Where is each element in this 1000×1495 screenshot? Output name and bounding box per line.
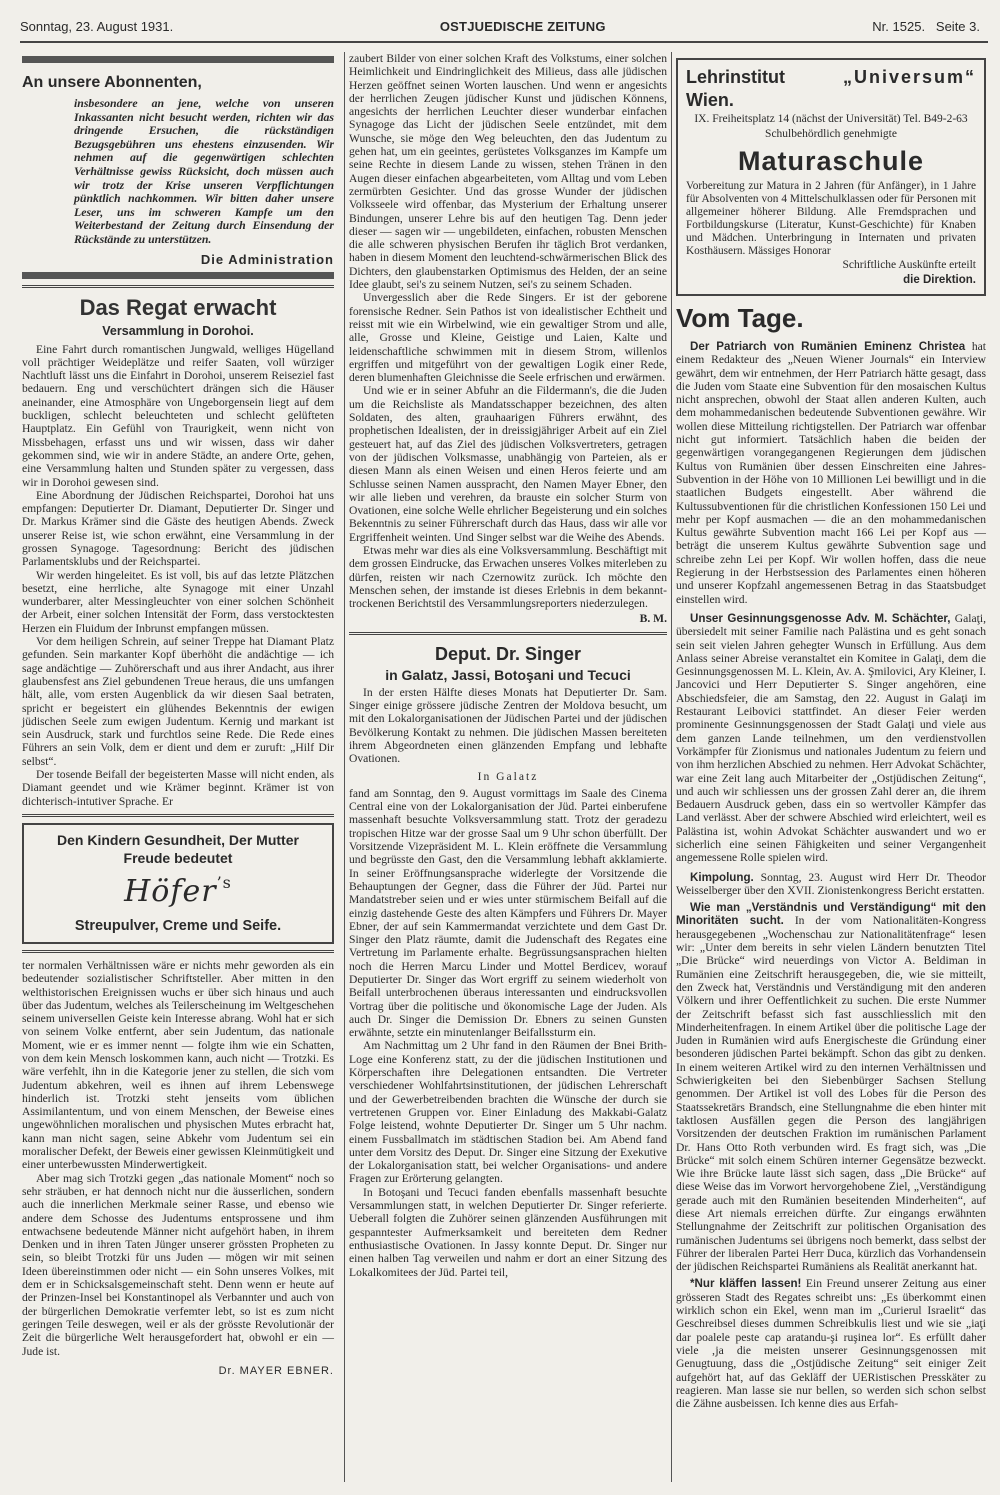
divider	[22, 285, 334, 288]
notice-body: insbesondere an jene, welche von unseren Inkassanten nicht besucht werden, richten wir das dringende Ersuchen, die rückständigen Bezugsgebühren uns ehestens einzusenden. Wir nehmen auf die gegenwärtigen schlechten Verhältnisse gewiss Rücksicht, doch müssen auch wir trotz der Krise unseren Verpflichtungen pünktlich nachkommen. Wir bitten daher unsere Leser, uns im schweren Kampfe um den Weiterbestand der Zeitung durch Einsendung der Rückstände zu unterstützen.	[74, 96, 334, 246]
news-text: In der vom Nationalitäten-Kongress herausgegebenen „Wochenschau zur Nationalitätenfrage“ lesen wir: „Unter dem bereits in sehr vielen Ländern benutzten Titel „Die Brücke“ wird neuerdings von Victor A. Beldiman in Rumänien eine Zeitschrift herausgegeben, die, wie sie mitteilt, den Zweck hat, Verständnis und Verständigung mit den anderen Völkern und ihrer Oeffentlichkeit zu suchen. Die erste Nummer der Zeitschrift befasst sich fast ausschliesslich mit den Minderheitenfragen. In einem Artikel über die politische Lage der Juden in Rumänien wird aufs Energischeste die Gründung einer besonderen jüdischen Partei bekämpft. Schon das gibt zu denken. In einem weiteren Artikel wird zu den internen Verhältnissen und Schwierigkeiten bei den Siebenbürger Sachsen Stellung genommen. Der Artikel ist voll des Lobes für die Person des Staatssekretärs Brandsch, eine Stellungnahme die eben hinter mit taktlosen Ausfällen gegen die Person des langjährigen Vorsitzenden der deutschen Fraktion im rumänischen Parlament Dr. Hans Otto Roth verbunden wird. Es fragt sich, was „Die Brücke“ mit solch einem Schüren interner Gegensätze bezweckt. Wie ihre Brücke laute lässt sich sagen, dass „Die Brücke“ auf diese Weise das im Vorwort hervorgehobene Ziel, „Verständigung gerade auch mit den Rumänien beseitenden Minderheiten“, auf diese Art niemals erreichen dürfte. Zur eingangs erwähnten Stellungnahme der Zeitschrift zur politischen Organisation des rumänischen Judentums sei übrigens noch bemerkt, dass selbst der Führer der liberalen Partei Herr Duca, kürzlich das Vorhandensein der jüdischen Reichspartei Rumäniens als Realität anerkannt hat.	[676, 914, 986, 1274]
masthead	[20, 18, 980, 36]
column-left	[22, 52, 334, 1379]
ad-title-right: Wien.	[686, 90, 734, 110]
paragraph: Eine Fahrt durch romantischen Jungwald, welliges Hügelland voll prächtiger Weideplätze und reifer Saaten, voll würziger Nachtluft lässt uns die Einfahrt in Dorohoi, unserem Reiseziel fast bedauern. Eng und verschüchtert drängen sich die Häuser aneinander, eine Atmosphäre von Ungeborgensein liegt auf dem buckligen, schlecht beleuchteten und schlecht gelüfteten Hauptplatz. Ein Gefühl von Traurigkeit, wenn nicht von Missbehagen, erfasst uns und wir wissen, dass wir daher gekommen sind, wie wir in andere Städte, an andere Orte, gehen, eine Versammlung halten und Stunden später zu vergessen, dass wir in Dorohoi gewesen sind.	[22, 342, 334, 489]
article-subtitle: in Galatz, Jassi, Botoşani und Tecuci	[385, 666, 631, 683]
masthead-issue-page	[872, 18, 980, 36]
paragraph: Aber mag sich Trotzki gegen „das nationale Moment“ noch so sehr sträuben, er hat dennoch nicht nur die äusserlichen, sondern auch die innerlichen Merkmale seiner Rasse, und ebenso wie andere dem Schosse des Judentums entsprossene und ihm entwachsene bedeutende Männer nicht aufgehört haben, in ihrem Denken und in ihren Taten Jünger unserer grössten Propheten zu sein, so bleibt Trotzki für uns Juden — mögen wir mit seinen Ideen übereinstimmen oder nicht — ein Sohn unseres Volkes, mit dem er in Schicksalsgemeinschaft steht. Denn wenn er heute auf der Prinzen-Insel bei Konstantinopel als Verbannter und auch von der bürgerlichen Demokratie verfemter lebt, so ist es zum nicht geringen Teile deswegen, weil er als der grösste Revolutionär der Zeit die bürgerliche Welt herausgefordert hat, obwohl er ein — Jude ist.	[22, 1171, 334, 1358]
news-lead: Unser Gesinnungsgenosse Adv. M. Schächter,	[690, 611, 951, 625]
ad-approved: Schulbehördlich genehmigte	[765, 128, 897, 140]
paragraph: Etwas mehr war dies als eine Volksversammlung. Beschäftigt mit dem grossen Eindrucke, das Erwachen unseres Volkes miterleben zu dürfen, reisten wir nach Czernowitz zurück. Ich möchte den Menschen sehen, der imstande ist dieses Erlebnis in dem bekannt-trockenen Berichtstil des Versammlungsreporters niederzulegen.	[349, 543, 667, 611]
paragraph: fand am Sonntag, den 9. August vormittags im Saale des Cinema Central eine von der Lokalorganisation der Jüd. Partei einberufene massenhaft besuchte Volksversammlung statt. Trotz der geradezu tropischen Hitze war der grosse Saal um 9 Uhr schon überfüllt. Der Vorsitzende Vizepräsident M. L. Klein eröffnete die Versammlung und begrüsste den Gast, den die Versammlung lebhaft akklamierte. In seiner Eröffnungsansprache widerlegte der Vorsitzende die Behauptungen der Gegner, dass die Führer der Jüd. Partei nur Mandatstreber seien und er wies unter stürmischem Beifall auf die einzig dastehende Geste des alten Kämpfers und Führers Dr. Mayer Ebner, der auf sein Kammermandat verzichtete und dem Gast Dr. Singer den Platz räumte, damit die Judenschaft des Regates eine Vertretung im Parlamente erhalte. Begrüssungsansprachen hielten noch die Herren Marcu Linder und Mottel Berdicev, worauf Deputierter Dr. Singer das Wort ergriff zu seinem wiederholt von Beifall unterbrochenen überaus interessanten und eindrucksvollen Vortrag über die politische und ökonomische Lage der Juden. Als auch Dr. Singer die Demission Dr. Ebners zu seinen Gunsten erwähnte, setzte ein minutenlanger Beifallssturm ein.	[349, 786, 667, 1040]
signature: B. M.	[639, 612, 667, 626]
divider	[22, 814, 334, 817]
ad-title	[686, 66, 976, 112]
author: Dr. MAYER EBNER.	[218, 1364, 334, 1377]
divider	[22, 272, 334, 279]
hoefer-advertisement	[22, 823, 334, 944]
ad-title-left: Lehrinstitut	[686, 67, 785, 87]
news-lead: Wie man „Verständnis und Verständigung“ mit den Minoritäten sucht.	[676, 901, 986, 928]
ad-address: IX. Freiheitsplatz 14 (nächst der Universität) Tel. B49-2-63	[694, 113, 968, 125]
ad-products: Streupulver, Creme und Seife.	[74, 917, 282, 934]
column-middle	[344, 52, 672, 1482]
logo-text: Höfer	[124, 873, 217, 909]
section-title: Vom Tage.	[676, 303, 804, 333]
hoefer-logo	[32, 873, 324, 911]
paragraph: Und wie er in seiner Abfuhr an die Fildermann's, die die Juden um die Reichsliste als Mandatsschapper bezeichnen, des alten Soldaten, des alten, grauhaarigen Führers erwähnt, des prophetischen Idealisten, der in dreissigjähriger Arbeit auf ein Ziel gesteuert hat, auf das Ziel des jüdischen Volksvertreters, getragen von der jüdischen Volksmasse, unabhängig von Parteien, als er diesen Mann als einen Weisen und einen Heros feierte und am Schlusse seinen Namen ausspracht, den Namen Mayer Ebner, den wir alle lieben und verehren, da brauste ein solcher Sturm von Ovationen, eine solche Welle ehrlicher Begeisterung und ein solches Bekenntnis zu seiner Führerschaft durch das Haus, dass wir alle vor Ergriffenheit weinten. Und Singer selbst war die Weihe des Abends.	[349, 384, 667, 544]
divider	[349, 632, 667, 635]
masthead-rule	[20, 41, 988, 43]
paragraph: Unvergesslich aber die Rede Singers. Er ist der geborene forensische Redner. Sein Pathos ist von idealistischer Echtheit und reisst mit wie ein Wirbelwind, wie ein gewaltiger Strom und alle, alle, Grosse und Kleine, Geistige und Laien, Kalte und leidenschaftliche schwimmen mit in diesem Strom, willenlos ergriffen und mitgeführt von der gewaltigen Logik einer Rede, deren blumenhaften Gleichnisse die Seele erfrischen und erwärmen.	[349, 291, 667, 385]
paragraph: In Botoşani und Tecuci fanden ebenfalls massenhaft besuchte Versammlungen statt, in welchen Deputierter Dr. Singer referierte. Ueberall folgten die Zuhörer seinen glänzenden Ausführungen mit gespanntester Aufmerksamkeit und bereiteten dem Redner enthusiastische Ovationen. In Jassy konnte Deput. Dr. Singer nur einen halben Tag verweilen und nahm er dort an einer Sitzung des Lokalkomitees der Jüd. Partei teil,	[349, 1185, 667, 1279]
news-item	[676, 901, 986, 1273]
news-item	[676, 340, 986, 606]
news-lead: *Nur kläffen lassen!	[690, 1277, 802, 1291]
notice-signature: Die Administration	[200, 251, 334, 267]
news-lead: Der Patriarch von Rumänien Eminenz Christea	[690, 340, 966, 353]
page-number: Seite 3.	[935, 19, 980, 34]
notice-title: An unsere Abonnenten,	[22, 74, 202, 91]
masthead-date: Sonntag, 23. August 1931.	[20, 19, 174, 34]
column-right	[676, 52, 986, 1410]
news-text: hat einem Redakteur des „Neuen Wiener Journals“ ein Interview gewährt, dem wir entnehmen, der Herr Patriarch hätte gesagt, dass die Juden vom Staate eine Subvention für den mosaischen Kultus nicht ansprechen, obwohl der Staat allen anderen Kulten, auch dem mohammedanischen bedeutende Subventionen gewähre. Wir wollen diese Mitteilung richtigstellen. Der Patriarch war offenbar nicht gut informiert. Tatsächlich haben die beiden der gegenwärtigen vorangegangenen Regierungen dem jüdischen Kultus von Rumänien über dessen Einschreiten eine Jahres-Subvention in der Höhe von 10 Millionen Lei bewilligt und in die staatlichen Budgets eingestellt. Aber während die Kultussubventionen für die christlichen Konfessionen 150 Lei und mehr per Kopf ausmachen — die an den mohammedanischen Kultus gewährte Subvention macht 166 Lei per Kopf aus — beträgt die unserem Kultus gewährte Subvention sage und schreibe zehn Lei per Kopf. Wir wollen hoffen, dass die neue Regierung in der Herbstsession des Parlamentes einen höheren und unserer Kopfzahl angemessenen Betrag in das Staatsbudget einstellen wird.	[676, 340, 986, 606]
ad-signer: die Direktion.	[903, 274, 976, 286]
issue-number: Nr. 1525.	[872, 19, 926, 34]
ad-contact: Schriftliche Auskünfte erteilt	[842, 259, 976, 271]
paragraph: Wir werden hingeleitet. Es ist voll, bis auf das letzte Plätzchen besetzt, eine herrliche, alte Synagoge mit einer Unzahl wunderbarer, alter Messingleuchter von einer solchen Schönheit der Arbeit, einer solchen Intensität der Form, dass verstocktesten Herzen ein Fluidum der Inbrunst empfangen müssen.	[22, 568, 334, 635]
divider	[22, 950, 334, 953]
paragraph: zaubert Bilder von einer solchen Kraft des Volkstums, einer solchen Heimlichkeit und Eindringlichkeit des Milieus, dass alle jüdischen Herzen geöffnet seinen Worten lauschen. Und wenn er angesichts der herrlichen Zeugen jüdischer Kunst und jüdischen Könnens, angesichts der herrlichen Leuchter dieser wunderbar einfachen Synagoge das Licht der jüdischen Seele entzündet, mit dem Wunsche, sie möge den Weg beleuchten, den das Judentum zu gehen hat, um ein geeintes, gerüstetes Volksganzes im Kampfe um seine Rechte in diesem Lande zu wissen, stehen Tränen in den Augen dieser einfachen abgearbeiteten, vom Alltag und vom Leben zermürbten Gesichter. Und das grosse Wunder der jüdischen Volksseele wird offenbar, das Mysterium der Erhaltung unserer Bindungen, unserer Lehre bis auf den heutigen Tag. Denn jeder dieser — sagen wir — ungebildeten, einfachen, robusten Menschen die alle schweren physischen Berufen ihr täglich Brot verdanken, haben in diesem Moment den leuchtend-schwärmerischen Blick des Dichters, den glaubenstarken Optimismus des Helden, der an seine Idee glaubt, sei's zu seinem Nutzen, sei's zu seinem Schaden.	[349, 52, 667, 292]
news-text: Sonntag, 23. August wird Herr Dr. Theodor Weisselberger über den XVII. Zionistenkongress Bericht erstatten.	[676, 870, 986, 897]
paragraph: Am Nachmittag um 2 Uhr fand in den Räumen der Bnei Brith-Loge eine Konferenz statt, zu der die jüdischen Institutionen und Körperschaften ihre Delegationen entsandten. Die Vertreter verschiedener Wohlfahrtsinstitutionen, der jüdischen Lehrerschaft und der Gewerbetreibenden brachten die Wünsche der durch sie vertretenen Gruppen vor. Einer Einladung des Makkabi-Galatz Folge leistend, wohnte Deputierter Dr. Singer um 5 Uhr nachm. einem Fussballmatch im städtischen Stadion bei. Am Abend fand unter dem Vorsitz des Deput. Dr. Singer eine Sitzung der Exekutive der Lokalorganisation statt, bei welcher Organisations- und andere Fragen zur Erörterung gelangten.	[349, 1039, 667, 1186]
news-text: Galaţi, übersiedelt mit seiner Familie nach Palästina und es geht sonach sein seit vielen Jahren gehegter Wunsch in Erfüllung. Aus dem Anlass seiner Abreise veranstaltet ein Komitee in Galaţi, dem die Gesinnungsgenossen M. L. Klein, Av. A. Şmilovici, Ary Kleiner, I. Jancovici und Herr Deputierter S. Singer angehören, eine Abschiedsfeier, die am Samstag, den 22. August in Galaţi im Restaurant Leibovici stattfindet. An dieser Feier werden prominente Gesinnungsgenossen der Stadt Galaţi und viele aus dem ganzen Lande teilnehmen, um den verdienstvollen Vorkämpfer für Zionismus und nationales Judentum zu feiern und von ihm herzlichen Abschied zu nehmen. Herr Advokat Schächter, war eine Zeit lang auch Mitarbeiter der „Ostjüdischen Zeitung“, und auch wir schliessen uns der grossen Zahl derer an, die ihrem Bedauern Ausdruck geben, dass ein so wertvoller Kämpfer das Land verlässt. Aber der schwere Abschied wird erleichtert, weil es Palästina ist, wohin Advokat Schächter auswandert und wo er sicherlich eine seinen Fähigkeiten und seiner Vergangenheit angemessene Rolle spielen wird.	[676, 611, 986, 865]
paragraph: Der tosende Beifall der begeisterten Masse will nicht enden, als Diamant geendet und wie Krämer beginnt. Krämer ist von dichterisch-intutiver Sprache. Er	[22, 768, 334, 808]
divider	[22, 56, 334, 63]
paragraph: In der ersten Hälfte dieses Monats hat Deputierter Dr. Sam. Singer einige grössere jüdische Zentren der Moldova besucht, um mit den Lokalorganisationen der Jüdischen Partei und der jüdischen Bevölkerung Kontakt zu nehmen. Die jüdischen Massen bereiteten ihrem Abgeordneten einen glänzenden Empfang und lebhafte Ovationen.	[349, 685, 667, 766]
news-item	[676, 871, 986, 898]
news-lead: Kimpolung.	[690, 870, 754, 884]
ad-school: Maturaschule	[737, 146, 925, 176]
paragraph: Eine Abordnung der Jüdischen Reichspartei, Dorohoi hat uns empfangen: Deputierter Dr. Diamant, Deputierter Dr. Singer und Dr. Markus Krämer sind die Gäste des heutigen Abends. Zweck unserer Reise ist, wie schon erwähnt, eine Versammlung in der grossen Synagoge. Tagesordnung: Bericht des jüdischen Parlamentsklubs und der Reichspartei.	[22, 488, 334, 569]
article-title: Das Regat erwacht	[79, 294, 277, 320]
ad-body: Vorbereitung zur Matura in 2 Jahren (für Anfänger), in 1 Jahre für Absolventen von 4 Mittelschulklassen oder für Personen mit allgemeiner höherer Bildung. Alle Fremdsprachen und Fortbildungskurse (Literatur, Kunst-Geschichte) für Knaben und Mädchen. Unterbringung in Internaten und privaten Kosthäusern. Mässiges Honorar	[686, 180, 976, 257]
section-heading: In Galatz	[477, 769, 539, 783]
ad-title-mid: „Universum“	[842, 67, 976, 87]
ad-headline: Den Kindern Gesundheit, Der Mutter Freude bedeutet	[57, 831, 299, 866]
newspaper-title: OSTJUEDISCHE ZEITUNG	[439, 19, 606, 34]
logo-suffix: ’s	[216, 872, 232, 892]
article-subtitle: Versammlung in Dorohoi.	[102, 323, 254, 338]
article-title: Deput. Dr. Singer	[434, 643, 582, 664]
paragraph: Vor dem heiligen Schrein, auf seiner Treppe hat Diamant Platz gefunden. Sein markanter Kopf überhöht die andächtige — ich sage andächtige — Zuhörerschaft und aus ihrer Andacht, aus ihrer glaubensfest ans Ziel gebundenen Treue heraus, die uns umfangen hält, alle, vom ersten Augenblick da wir diesen Saal betraten, spricht er begeistert ein glühendes Bekenntnis der ewigen jüdischen Seele zum ewigen Judentum. Kernig und markant ist sein Ausdruck, stark und furchtlos seine Rede. Die Rede eines Führers an sein Volk, dem er dient und dem er zuruft: „Hilf Dir selbst“.	[22, 635, 334, 768]
news-item	[676, 612, 986, 865]
universum-advertisement	[676, 58, 986, 296]
news-text: Ein Freund unserer Zeitung aus einer grösseren Stadt des Regates schreibt uns: „Es überkommt einen wirklich schon ein Ekel, wenn man im „Curierul Israelit“ das Geschreibsel dieses dummen Schreibkulis liest und wie sie „iaţi dar poalele peste cap aratandu-şi ruşinea lor“. Es erfüllt daher viele ‚ja die meisten unserer Gesinnungsgenossen mit Genugtuung, dass die „Ostjüdische Zeitung“ seit einiger Zeit aufgehört hat, auf das Gekläff der UERistischen Presskäter zu reagieren. Man lasse sie nur bellen, so werden sich schon selbst die Zähne ausbeissen. Ich kenne dies aus Erfah-	[676, 1277, 987, 1411]
paragraph: ter normalen Verhältnissen wäre er nichts mehr geworden als ein bedeutender sozialistischer Schriftsteller. Aber mitten in den welthistorischen Ereignissen wuchs er über sich hinaus und auch über das Judentum, welches als Teilerscheinung im Weltgeschehen seinem universellen Geiste kein Interesse abrang. Wohl hat er sich von seinem Volke entfernt, aber sein Judentum, das nationale Moment, wie er es immer nennt — folgte ihm wie ein Schatten, von dem kein Mensch loskommen kann, auch nicht — Trotzki. Es wäre verfehlt, ihn in die Kategorie jener zu stellen, die sich vom Judentum abkehren, weil es ihnen auf ihrem Lebenswege hinderlich ist. Trotzki steht jenseits vom üblichen Assimilantentum, und von einem Menschen, der Beweise eines ungewöhnlichen moralischen und physischen Mutes erbracht hat, kann man nicht sagen, seine Abkehr vom Judentum sei ein moralischer Defekt, der Beweis einer gewissen Kleinmütigkeit und einer unterbewussten Minderwertigkeit.	[22, 958, 334, 1172]
news-item	[676, 1277, 986, 1410]
